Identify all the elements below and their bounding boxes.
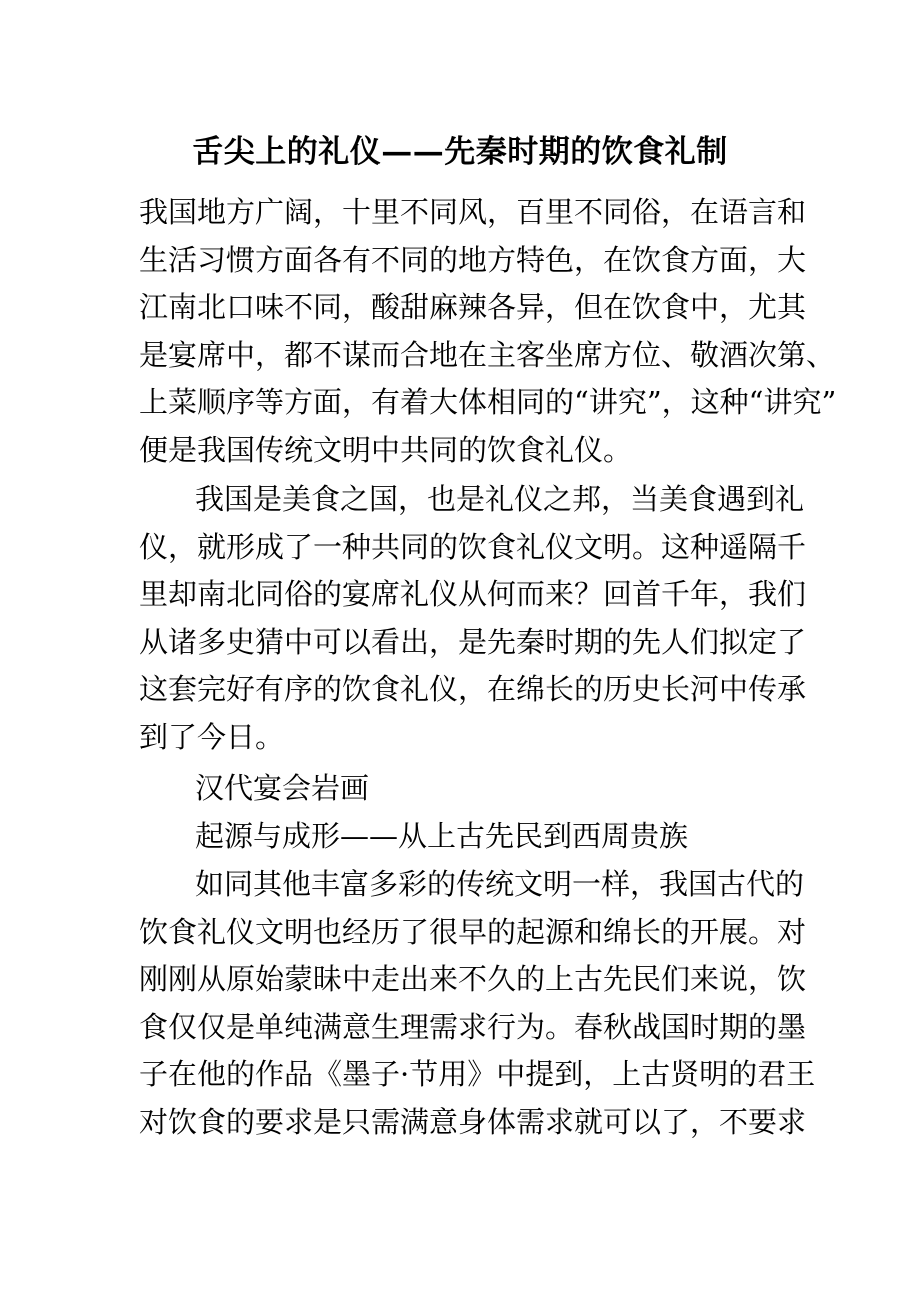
image-caption bbox=[139, 765, 799, 813]
paragraph-line: 刚刚从原始蒙昧中走出来不久的上古先民们来说，饮 bbox=[139, 962, 807, 996]
paragraph-line: 里却南北同俗的宴席礼仪从何而来？回首千年，我们 bbox=[139, 577, 807, 611]
paragraph-line: 到了今日。 bbox=[139, 719, 285, 754]
paragraph-line: 从诸多史猜中可以看出，是先秦时期的先人们拟定了 bbox=[139, 624, 807, 659]
paragraph-line: 我国是美食之国，也是礼仪之邦，当美食遇到礼 bbox=[195, 482, 805, 516]
paragraph-3 bbox=[139, 861, 816, 1146]
paragraph-line: 食仅仅是单纯满意生理需求行为。春秋战国时期的墨 bbox=[139, 1009, 807, 1044]
paragraph-line: 我国地方广阔，十里不同风，百里不同俗，在语言和 bbox=[139, 195, 807, 229]
paragraph-line: 是宴席中，都不谋而合地在主客坐席方位、敬酒次第、 bbox=[139, 337, 836, 372]
paragraph-line: 如同其他丰富多彩的传统文明一样，我国古代的 bbox=[195, 867, 805, 901]
document-title: 舌尖上的礼仪——先秦时期的饮食礼制 bbox=[192, 134, 728, 170]
paragraph-line: 江南北口味不同，酸甜麻辣各异，但在饮食中，尤其 bbox=[139, 290, 807, 324]
paragraph-line: 生活习惯方面各有不同的地方特色，在饮食方面，大 bbox=[139, 242, 807, 277]
paragraph-line: 子在他的作品《墨子·节用》中提到，上古贤明的君王 bbox=[139, 1057, 816, 1091]
paragraph-line: 对饮食的要求是只需满意身体需求就可以了，不要求 bbox=[139, 1104, 807, 1139]
paragraph-line: 仪，就形成了一种共同的饮食礼仪文明。这种遥隔千 bbox=[139, 529, 807, 564]
paragraph-1 bbox=[139, 189, 837, 474]
paragraph-line: 饮食礼仪文明也经历了很早的起源和绵长的开展。对 bbox=[139, 914, 807, 949]
heading-line: 起源与成形——从上古先民到西周贵族 bbox=[195, 819, 689, 853]
section-heading bbox=[139, 813, 799, 861]
caption-line: 汉代宴会岩画 bbox=[195, 771, 370, 805]
paragraph-2 bbox=[139, 476, 807, 761]
paragraph-line: 上菜顺序等方面，有着大体相同的“讲究”，这种“讲究” bbox=[139, 385, 837, 419]
paragraph-line: 便是我国传统文明中共同的饮食礼仪。 bbox=[139, 432, 633, 467]
paragraph-line: 这套完好有序的饮食礼仪，在绵长的历史长河中传承 bbox=[139, 672, 807, 706]
